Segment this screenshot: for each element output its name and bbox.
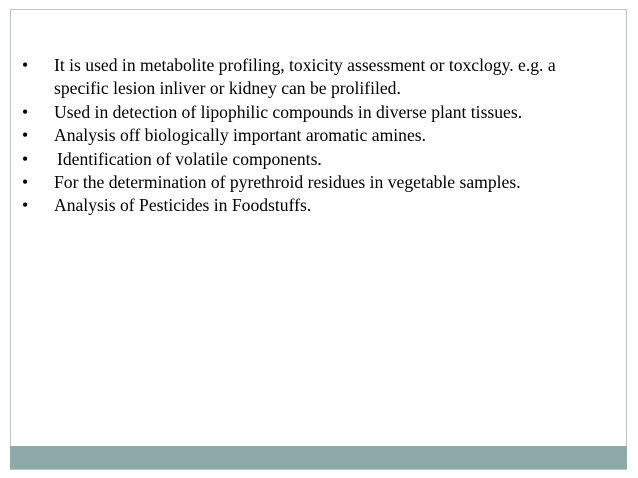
bullet-list xyxy=(22,54,582,218)
bullet-icon: • xyxy=(22,101,29,122)
bullet-icon: • xyxy=(22,172,29,193)
bullet-text: Identification of volatile components. xyxy=(57,148,322,169)
bullet-item-aromatic-amines xyxy=(22,124,582,147)
bullet-item-volatile-components xyxy=(22,148,582,171)
bullet-item-lipophilic-compounds xyxy=(22,101,582,124)
bullet-icon: • xyxy=(22,55,29,75)
bullet-text: It is used in metabolite profiling, toxicity assessment or toxclogy. e.g. a specific lesion inliver or kidney can be prolifiled. xyxy=(54,55,556,99)
bullet-text: Used in detection of lipophilic compounds in diverse plant tissues. xyxy=(54,101,523,122)
bullet-icon: • xyxy=(22,125,29,146)
bullet-item-metabolite-profiling xyxy=(22,54,582,101)
footer-bar xyxy=(10,446,627,469)
bullet-text: For the determination of pyrethroid residues in vegetable samples. xyxy=(54,172,521,193)
bullet-item-pyrethroid-residues xyxy=(22,171,582,194)
bullet-text: Analysis off biologically important aromatic amines. xyxy=(54,125,426,146)
bullet-icon: • xyxy=(22,195,29,216)
bullet-icon: • xyxy=(22,148,29,169)
bullet-text: Analysis of Pesticides in Foodstuffs. xyxy=(54,195,312,216)
bullet-item-pesticides xyxy=(22,194,582,217)
